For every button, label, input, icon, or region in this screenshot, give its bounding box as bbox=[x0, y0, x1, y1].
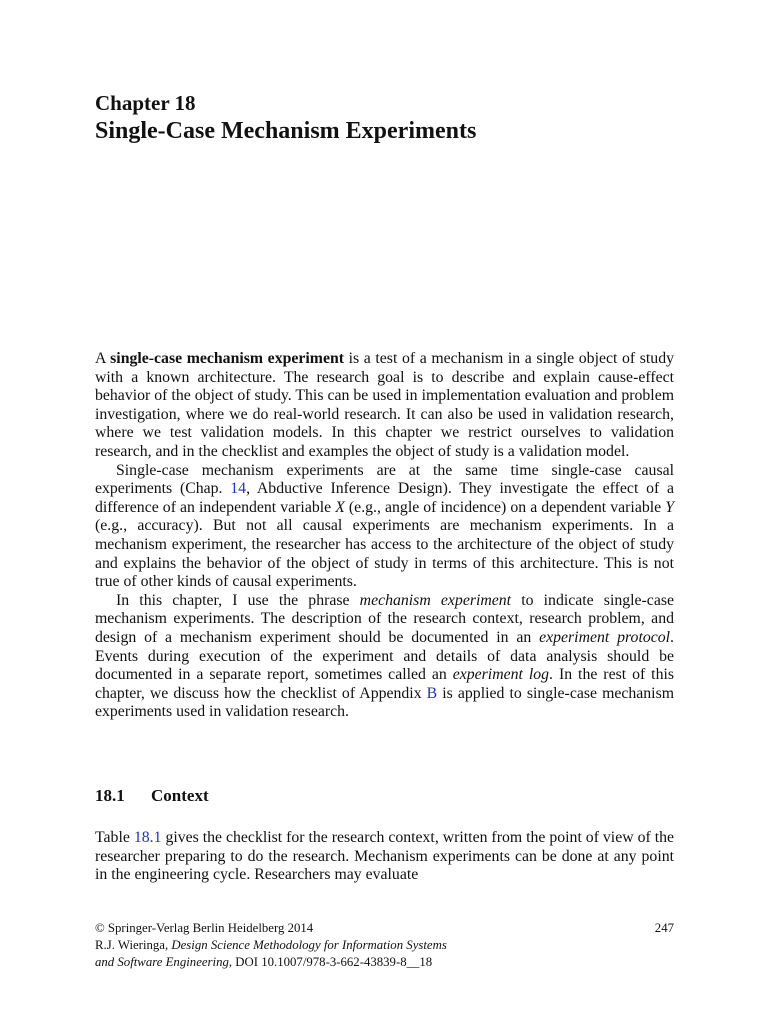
chapter-title: Single-Case Mechanism Experiments bbox=[95, 118, 477, 144]
paragraph-2 bbox=[95, 462, 674, 592]
chapter-link[interactable]: 14 bbox=[230, 480, 247, 498]
chapter-label: Chapter 18 bbox=[95, 91, 196, 115]
section-paragraph bbox=[95, 829, 674, 885]
variable-x: X bbox=[335, 498, 345, 516]
p1-rest: is a test of a mechanism in a single object of study with a known architecture. The research goal is to describe and explain cause-effect behavior of the object of study. This can be used in implementation evaluation and problem investigation, where we do real-world research. It can also be used in validation research, where we test validation models. In this chapter we restrict ourselves to validation research, and in the checklist and examples the object of study is a validation model. bbox=[95, 350, 674, 460]
book-title-part-1: Design Science Methodology for Information Systems bbox=[171, 938, 447, 952]
page-footer bbox=[95, 920, 674, 971]
emphasis-experiment-protocol: experiment protocol bbox=[539, 628, 671, 646]
section-text-b: gives the checklist for the research context, written from the point of view of the researcher preparing to do the research. Mechanism experiments can be done at any point in the engineering cycle. Researchers may evaluate bbox=[95, 829, 674, 884]
paragraph-3 bbox=[95, 592, 674, 722]
p3-c: . Events during execution of the experiment and details of data analysis should be documented in a separate report, sometimes called an bbox=[95, 628, 674, 684]
citation-author: R.J. Wieringa, bbox=[95, 938, 172, 952]
section-text-a: Table bbox=[95, 829, 134, 846]
emphasis-mechanism-experiment: mechanism experiment bbox=[359, 591, 512, 609]
p3-b: to indicate single-case mechanism experiments. The description of the research context, research problem, and design of a mechanism experiment should be documented in an bbox=[95, 591, 674, 646]
copyright-line: © Springer-Verlag Berlin Heidelberg 2014 bbox=[95, 921, 314, 935]
section-number: 18.1 bbox=[95, 786, 125, 805]
p2-d: (e.g., accuracy). But not all causal experiments are mechanism experiments. In a mechanism experiment, the researcher has access to the architecture of the object of study and explains the behavior of the object of study in terms of this architecture. This is not true of other kinds of causal experiments. bbox=[95, 517, 674, 591]
variable-y: Y bbox=[665, 498, 674, 516]
p1-intro: A bbox=[95, 350, 111, 367]
emphasis-experiment-log: experiment log bbox=[452, 666, 550, 684]
citation-line-1 bbox=[95, 937, 674, 954]
table-link[interactable]: 18.1 bbox=[133, 829, 162, 846]
p2-b: , Abductive Inference Design). They investigate the effect of a difference of an independent variable bbox=[95, 480, 675, 516]
p2-c: (e.g., angle of incidence) on a dependent variable bbox=[344, 498, 666, 516]
defined-term: single-case mechanism experiment bbox=[110, 350, 345, 367]
paragraph-1 bbox=[95, 350, 674, 462]
book-title-part-2: and Software Engineering bbox=[95, 955, 229, 969]
page-number: 247 bbox=[654, 921, 674, 935]
section-heading bbox=[95, 785, 209, 807]
appendix-link[interactable]: B bbox=[426, 684, 438, 702]
p2-a: Single-case mechanism experiments are at the same time single-case causal experiments (Chap. bbox=[95, 461, 674, 498]
p3-e: is applied to single-case mechanism experiments used in validation research. bbox=[95, 684, 675, 721]
p3-d: . In the rest of this chapter, we discuss how the checklist of Appendix bbox=[95, 666, 675, 702]
section-body bbox=[95, 829, 674, 885]
section-title: Context bbox=[151, 786, 209, 805]
p3-a: In this chapter, I use the phrase bbox=[116, 591, 360, 609]
chapter-body bbox=[95, 350, 674, 722]
citation-line-2 bbox=[95, 954, 674, 971]
citation-doi: , DOI 10.1007/978-3-662-43839-8__18 bbox=[228, 955, 433, 969]
